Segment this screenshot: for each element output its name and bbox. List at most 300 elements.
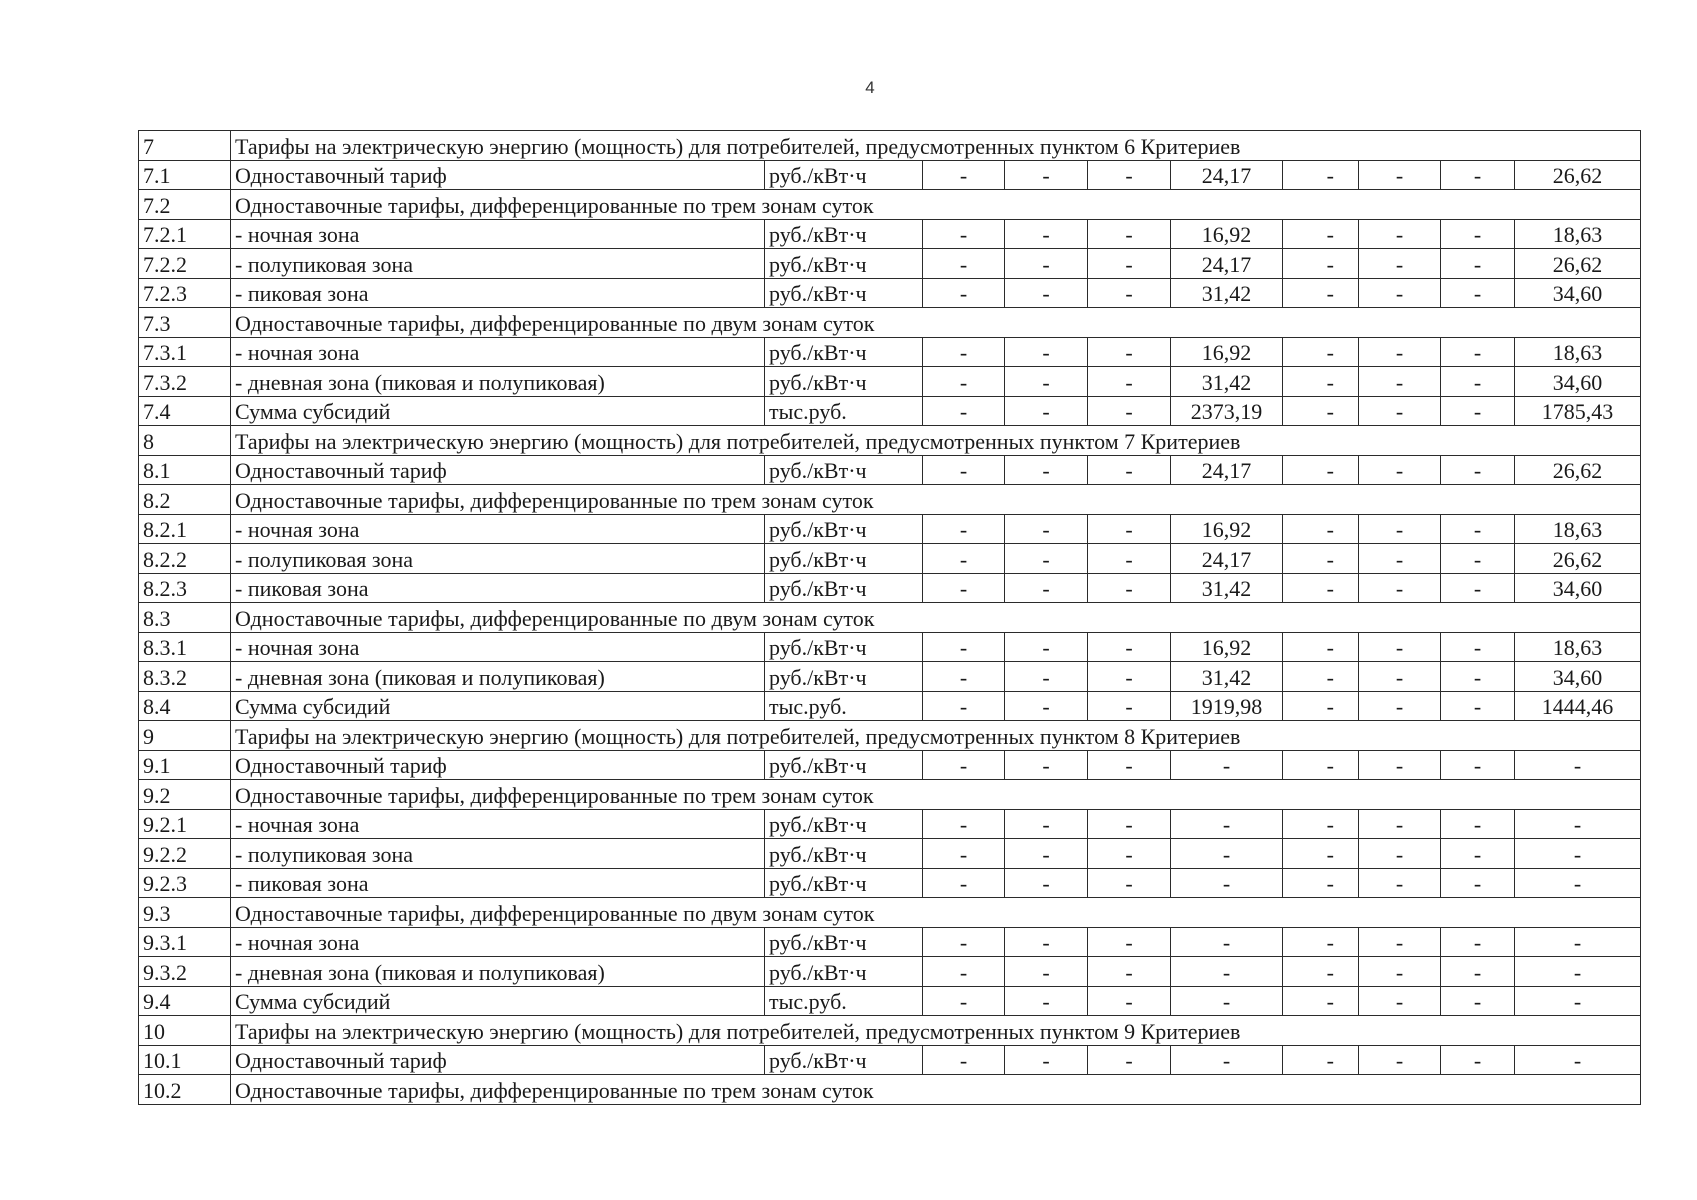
row-number: 10 — [139, 1016, 231, 1046]
row-unit: тыс.руб. — [765, 986, 923, 1016]
row-name: - полупиковая зона — [231, 249, 765, 279]
row-name: - ночная зона — [231, 927, 765, 957]
section-row — [139, 898, 1641, 928]
value-cell: - — [1359, 455, 1441, 485]
table-row — [139, 160, 1641, 190]
value-cell: - — [1171, 839, 1283, 869]
value-cell: - — [1088, 691, 1171, 721]
table-row — [139, 986, 1641, 1016]
value-cell: 1444,46 — [1515, 691, 1641, 721]
row-number: 9.4 — [139, 986, 231, 1016]
value-cell: 24,17 — [1171, 544, 1283, 574]
value-cell: - — [1359, 809, 1441, 839]
row-name: - дневная зона (пиковая и полупиковая) — [231, 367, 765, 397]
value-cell: 26,62 — [1515, 249, 1641, 279]
value-cell: - — [1005, 278, 1088, 308]
value-cell: - — [1283, 662, 1359, 692]
table-row — [139, 632, 1641, 662]
value-cell: - — [1088, 337, 1171, 367]
value-cell: - — [1171, 957, 1283, 987]
section-row — [139, 131, 1641, 161]
row-name: Одноставочный тариф — [231, 750, 765, 780]
value-cell: 26,62 — [1515, 160, 1641, 190]
value-cell: - — [1283, 1045, 1359, 1075]
row-unit: тыс.руб. — [765, 396, 923, 426]
value-cell: - — [1515, 839, 1641, 869]
row-number: 7.2.1 — [139, 219, 231, 249]
value-cell: - — [1441, 160, 1515, 190]
value-cell: - — [1441, 544, 1515, 574]
row-number: 7 — [139, 131, 231, 161]
row-name: Одноставочный тариф — [231, 1045, 765, 1075]
section-row — [139, 1075, 1641, 1105]
value-cell: 18,63 — [1515, 337, 1641, 367]
value-cell: - — [1171, 986, 1283, 1016]
value-cell: - — [1088, 927, 1171, 957]
value-cell: - — [923, 219, 1005, 249]
table-row — [139, 809, 1641, 839]
row-name: - ночная зона — [231, 809, 765, 839]
value-cell: - — [1441, 957, 1515, 987]
value-cell: - — [1005, 839, 1088, 869]
value-cell: - — [1515, 957, 1641, 987]
value-cell: - — [1005, 957, 1088, 987]
row-unit: руб./кВт·ч — [765, 839, 923, 869]
value-cell: - — [1088, 514, 1171, 544]
value-cell: - — [923, 455, 1005, 485]
value-cell: - — [1005, 573, 1088, 603]
page-number: 4 — [865, 78, 875, 97]
value-cell: 34,60 — [1515, 662, 1641, 692]
value-cell: 2373,19 — [1171, 396, 1283, 426]
value-cell: - — [1283, 927, 1359, 957]
row-number: 8.2.2 — [139, 544, 231, 574]
row-name: - дневная зона (пиковая и полупиковая) — [231, 957, 765, 987]
value-cell: 1785,43 — [1515, 396, 1641, 426]
value-cell: 18,63 — [1515, 219, 1641, 249]
section-title: Одноставочные тарифы, дифференцированные по трем зонам суток — [231, 780, 1641, 810]
value-cell: - — [1283, 249, 1359, 279]
row-number: 9 — [139, 721, 231, 751]
value-cell: - — [1088, 160, 1171, 190]
row-number: 8.4 — [139, 691, 231, 721]
value-cell: - — [1441, 662, 1515, 692]
row-unit: руб./кВт·ч — [765, 544, 923, 574]
row-number: 7.3.2 — [139, 367, 231, 397]
row-number: 8.2.3 — [139, 573, 231, 603]
row-name: - ночная зона — [231, 632, 765, 662]
section-row — [139, 603, 1641, 633]
row-name: Сумма субсидий — [231, 986, 765, 1016]
value-cell: - — [1005, 927, 1088, 957]
value-cell: - — [923, 868, 1005, 898]
row-unit: тыс.руб. — [765, 691, 923, 721]
table-row — [139, 278, 1641, 308]
table-row — [139, 514, 1641, 544]
value-cell: - — [1283, 160, 1359, 190]
row-unit: руб./кВт·ч — [765, 573, 923, 603]
section-title: Одноставочные тарифы, дифференцированные по двум зонам суток — [231, 603, 1641, 633]
row-number: 7.4 — [139, 396, 231, 426]
row-number: 7.1 — [139, 160, 231, 190]
value-cell: - — [1283, 986, 1359, 1016]
row-number: 9.1 — [139, 750, 231, 780]
value-cell: - — [1515, 927, 1641, 957]
value-cell: - — [923, 249, 1005, 279]
row-name: - ночная зона — [231, 337, 765, 367]
value-cell: - — [1005, 455, 1088, 485]
value-cell: - — [1088, 809, 1171, 839]
value-cell: - — [1359, 957, 1441, 987]
value-cell: - — [1359, 219, 1441, 249]
value-cell: - — [1005, 249, 1088, 279]
value-cell: - — [923, 957, 1005, 987]
section-row — [139, 308, 1641, 338]
row-unit: руб./кВт·ч — [765, 809, 923, 839]
value-cell: - — [1441, 455, 1515, 485]
value-cell: - — [1441, 809, 1515, 839]
row-unit: руб./кВт·ч — [765, 1045, 923, 1075]
value-cell: - — [1088, 750, 1171, 780]
value-cell: 16,92 — [1171, 219, 1283, 249]
row-number: 7.2.2 — [139, 249, 231, 279]
value-cell: - — [1359, 396, 1441, 426]
table-row — [139, 455, 1641, 485]
value-cell: - — [1359, 573, 1441, 603]
value-cell: - — [1283, 573, 1359, 603]
section-row — [139, 190, 1641, 220]
table-row — [139, 1045, 1641, 1075]
table-row — [139, 662, 1641, 692]
row-unit: руб./кВт·ч — [765, 957, 923, 987]
value-cell: - — [1088, 367, 1171, 397]
value-cell: - — [1005, 750, 1088, 780]
value-cell: 18,63 — [1515, 632, 1641, 662]
value-cell: - — [1171, 868, 1283, 898]
row-number: 8.3 — [139, 603, 231, 633]
tariff-table-body — [139, 131, 1641, 1105]
value-cell: - — [1359, 691, 1441, 721]
row-number: 9.3.1 — [139, 927, 231, 957]
value-cell: - — [1088, 662, 1171, 692]
value-cell: - — [1359, 337, 1441, 367]
value-cell: - — [1515, 986, 1641, 1016]
value-cell: - — [1005, 809, 1088, 839]
row-number: 7.2 — [139, 190, 231, 220]
value-cell: 31,42 — [1171, 278, 1283, 308]
row-number: 9.2 — [139, 780, 231, 810]
row-number: 9.3.2 — [139, 957, 231, 987]
table-row — [139, 957, 1641, 987]
section-title: Одноставочные тарифы, дифференцированные по трем зонам суток — [231, 190, 1641, 220]
row-number: 7.3.1 — [139, 337, 231, 367]
value-cell: - — [1283, 868, 1359, 898]
value-cell: - — [923, 544, 1005, 574]
value-cell: 24,17 — [1171, 249, 1283, 279]
value-cell: 16,92 — [1171, 514, 1283, 544]
value-cell: - — [1005, 544, 1088, 574]
row-number: 9.3 — [139, 898, 231, 928]
value-cell: 31,42 — [1171, 573, 1283, 603]
value-cell: - — [1515, 1045, 1641, 1075]
row-unit: руб./кВт·ч — [765, 278, 923, 308]
value-cell: - — [923, 691, 1005, 721]
value-cell: - — [1441, 632, 1515, 662]
value-cell: - — [923, 337, 1005, 367]
value-cell: - — [1088, 1045, 1171, 1075]
value-cell: - — [1359, 632, 1441, 662]
row-name: - полупиковая зона — [231, 544, 765, 574]
value-cell: - — [1441, 219, 1515, 249]
row-name: Сумма субсидий — [231, 691, 765, 721]
value-cell: - — [1005, 1045, 1088, 1075]
value-cell: - — [1088, 249, 1171, 279]
value-cell: 26,62 — [1515, 544, 1641, 574]
value-cell: - — [1005, 868, 1088, 898]
value-cell: 26,62 — [1515, 455, 1641, 485]
value-cell: - — [1283, 691, 1359, 721]
row-name: Одноставочный тариф — [231, 455, 765, 485]
row-number: 7.2.3 — [139, 278, 231, 308]
value-cell: - — [1088, 396, 1171, 426]
value-cell: - — [1171, 927, 1283, 957]
row-number: 7.3 — [139, 308, 231, 338]
value-cell: - — [1515, 809, 1641, 839]
value-cell: 1919,98 — [1171, 691, 1283, 721]
value-cell: - — [1171, 750, 1283, 780]
value-cell: - — [1441, 337, 1515, 367]
row-number: 8.2 — [139, 485, 231, 515]
table-row — [139, 337, 1641, 367]
value-cell: 34,60 — [1515, 278, 1641, 308]
row-name: - ночная зона — [231, 514, 765, 544]
row-number: 8.3.2 — [139, 662, 231, 692]
value-cell: - — [1283, 455, 1359, 485]
value-cell: - — [1283, 809, 1359, 839]
table-row — [139, 839, 1641, 869]
value-cell: - — [923, 986, 1005, 1016]
value-cell: - — [923, 1045, 1005, 1075]
value-cell: - — [1283, 957, 1359, 987]
value-cell: - — [1359, 278, 1441, 308]
value-cell: - — [1283, 839, 1359, 869]
value-cell: - — [923, 573, 1005, 603]
row-name: Одноставочный тариф — [231, 160, 765, 190]
tariff-table — [138, 130, 1641, 1105]
value-cell: 24,17 — [1171, 455, 1283, 485]
section-row — [139, 1016, 1641, 1046]
row-unit: руб./кВт·ч — [765, 750, 923, 780]
value-cell: - — [1441, 367, 1515, 397]
value-cell: - — [1283, 278, 1359, 308]
row-number: 9.2.3 — [139, 868, 231, 898]
row-name: Сумма субсидий — [231, 396, 765, 426]
value-cell: - — [1515, 868, 1641, 898]
value-cell: - — [1005, 337, 1088, 367]
row-unit: руб./кВт·ч — [765, 868, 923, 898]
value-cell: - — [1283, 544, 1359, 574]
row-name: - полупиковая зона — [231, 839, 765, 869]
value-cell: - — [1005, 367, 1088, 397]
table-row — [139, 367, 1641, 397]
table-row — [139, 927, 1641, 957]
value-cell: 34,60 — [1515, 573, 1641, 603]
value-cell: 16,92 — [1171, 632, 1283, 662]
row-unit: руб./кВт·ч — [765, 662, 923, 692]
section-title: Тарифы на электрическую энергию (мощность) для потребителей, предусмотренных пунктом 6 Критериев — [231, 131, 1641, 161]
value-cell: - — [1005, 219, 1088, 249]
value-cell: - — [1515, 750, 1641, 780]
value-cell: - — [1088, 278, 1171, 308]
table-row — [139, 868, 1641, 898]
value-cell: - — [1441, 927, 1515, 957]
value-cell: - — [1359, 544, 1441, 574]
value-cell: - — [1359, 839, 1441, 869]
value-cell: 24,17 — [1171, 160, 1283, 190]
value-cell: - — [1005, 986, 1088, 1016]
value-cell: 16,92 — [1171, 337, 1283, 367]
value-cell: - — [1088, 573, 1171, 603]
section-row — [139, 485, 1641, 515]
row-unit: руб./кВт·ч — [765, 249, 923, 279]
section-title: Одноставочные тарифы, дифференцированные по двум зонам суток — [231, 308, 1641, 338]
value-cell: - — [923, 809, 1005, 839]
value-cell: - — [1359, 750, 1441, 780]
value-cell: - — [1441, 514, 1515, 544]
value-cell: - — [1441, 396, 1515, 426]
value-cell: - — [1283, 632, 1359, 662]
value-cell: - — [1283, 337, 1359, 367]
value-cell: - — [1359, 249, 1441, 279]
row-number: 8.3.1 — [139, 632, 231, 662]
value-cell: - — [923, 514, 1005, 544]
value-cell: - — [1441, 1045, 1515, 1075]
row-number: 10.2 — [139, 1075, 231, 1105]
section-row — [139, 721, 1641, 751]
table-row — [139, 219, 1641, 249]
value-cell: - — [1441, 278, 1515, 308]
row-unit: руб./кВт·ч — [765, 367, 923, 397]
table-row — [139, 249, 1641, 279]
value-cell: - — [1441, 986, 1515, 1016]
row-number: 8 — [139, 426, 231, 456]
row-unit: руб./кВт·ч — [765, 219, 923, 249]
value-cell: - — [1359, 868, 1441, 898]
value-cell: - — [1088, 839, 1171, 869]
section-title: Одноставочные тарифы, дифференцированные по двум зонам суток — [231, 898, 1641, 928]
row-number: 9.2.2 — [139, 839, 231, 869]
table-row — [139, 573, 1641, 603]
section-title: Одноставочные тарифы, дифференцированные по трем зонам суток — [231, 1075, 1641, 1105]
value-cell: - — [1283, 396, 1359, 426]
value-cell: - — [1359, 986, 1441, 1016]
value-cell: - — [923, 367, 1005, 397]
section-title: Тарифы на электрическую энергию (мощность) для потребителей, предусмотренных пунктом 9 Критериев — [231, 1016, 1641, 1046]
table-row — [139, 750, 1641, 780]
table-row — [139, 396, 1641, 426]
row-number: 10.1 — [139, 1045, 231, 1075]
value-cell: - — [1283, 750, 1359, 780]
value-cell: - — [1359, 662, 1441, 692]
table-row — [139, 691, 1641, 721]
value-cell: - — [1441, 691, 1515, 721]
section-title: Тарифы на электрическую энергию (мощность) для потребителей, предусмотренных пунктом 8 Критериев — [231, 721, 1641, 751]
table-row — [139, 544, 1641, 574]
value-cell: - — [1005, 514, 1088, 544]
value-cell: - — [923, 160, 1005, 190]
value-cell: 31,42 — [1171, 662, 1283, 692]
value-cell: - — [923, 927, 1005, 957]
value-cell: - — [1171, 1045, 1283, 1075]
value-cell: 34,60 — [1515, 367, 1641, 397]
value-cell: - — [1088, 957, 1171, 987]
value-cell: - — [1171, 809, 1283, 839]
value-cell: - — [1441, 868, 1515, 898]
value-cell: - — [1283, 219, 1359, 249]
value-cell: - — [1359, 514, 1441, 544]
row-number: 9.2.1 — [139, 809, 231, 839]
row-unit: руб./кВт·ч — [765, 160, 923, 190]
value-cell: - — [1088, 544, 1171, 574]
value-cell: - — [1359, 160, 1441, 190]
value-cell: - — [1441, 750, 1515, 780]
value-cell: 31,42 — [1171, 367, 1283, 397]
row-unit: руб./кВт·ч — [765, 455, 923, 485]
row-unit: руб./кВт·ч — [765, 927, 923, 957]
value-cell: - — [1283, 367, 1359, 397]
value-cell: - — [1359, 1045, 1441, 1075]
section-title: Тарифы на электрическую энергию (мощность) для потребителей, предусмотренных пунктом 7 Критериев — [231, 426, 1641, 456]
value-cell: - — [923, 632, 1005, 662]
row-name: - пиковая зона — [231, 573, 765, 603]
value-cell: - — [923, 662, 1005, 692]
value-cell: - — [1005, 160, 1088, 190]
row-name: - ночная зона — [231, 219, 765, 249]
value-cell: - — [1441, 573, 1515, 603]
value-cell: - — [1005, 632, 1088, 662]
value-cell: - — [1088, 455, 1171, 485]
value-cell: 18,63 — [1515, 514, 1641, 544]
value-cell: - — [1441, 249, 1515, 279]
value-cell: - — [1005, 662, 1088, 692]
row-name: - пиковая зона — [231, 278, 765, 308]
value-cell: - — [1088, 868, 1171, 898]
value-cell: - — [1359, 927, 1441, 957]
value-cell: - — [923, 278, 1005, 308]
row-number: 8.1 — [139, 455, 231, 485]
value-cell: - — [1088, 986, 1171, 1016]
value-cell: - — [1088, 632, 1171, 662]
row-name: - пиковая зона — [231, 868, 765, 898]
value-cell: - — [923, 750, 1005, 780]
value-cell: - — [1441, 839, 1515, 869]
value-cell: - — [923, 396, 1005, 426]
value-cell: - — [1088, 219, 1171, 249]
value-cell: - — [1359, 367, 1441, 397]
value-cell: - — [1005, 691, 1088, 721]
row-unit: руб./кВт·ч — [765, 337, 923, 367]
row-unit: руб./кВт·ч — [765, 514, 923, 544]
value-cell: - — [1005, 396, 1088, 426]
value-cell: - — [1283, 514, 1359, 544]
section-row — [139, 780, 1641, 810]
row-name: - дневная зона (пиковая и полупиковая) — [231, 662, 765, 692]
section-row — [139, 426, 1641, 456]
row-unit: руб./кВт·ч — [765, 632, 923, 662]
section-title: Одноставочные тарифы, дифференцированные по трем зонам суток — [231, 485, 1641, 515]
value-cell: - — [923, 839, 1005, 869]
row-number: 8.2.1 — [139, 514, 231, 544]
